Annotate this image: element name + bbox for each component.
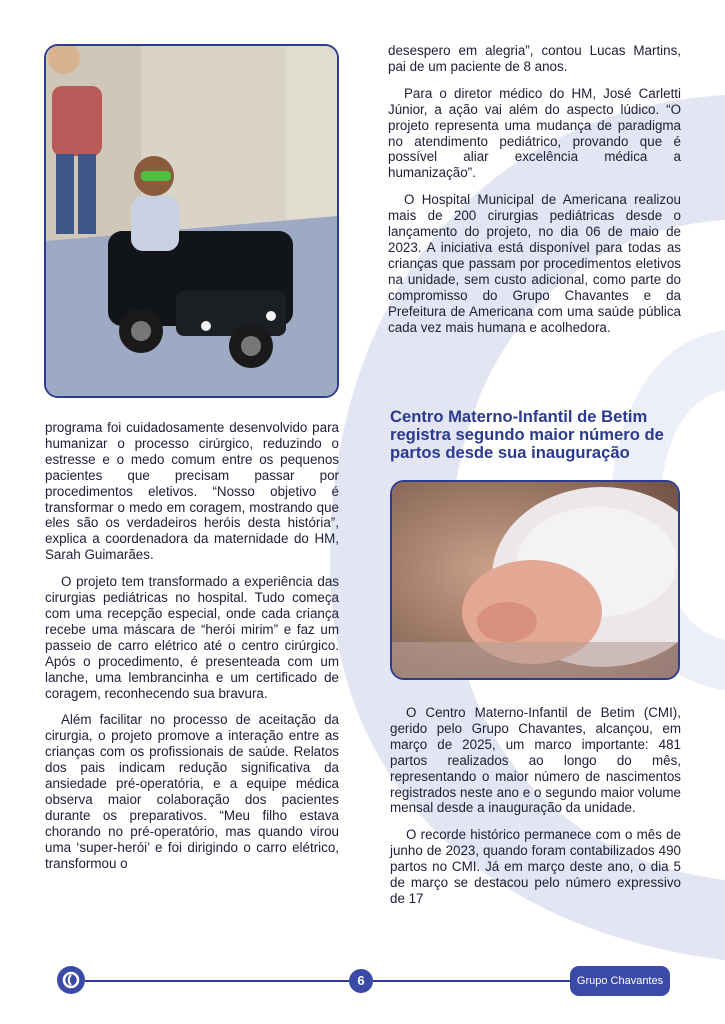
paragraph-interaction: Além facilitar no processo de aceitação da cirurgia, o projeto promove a interação entre as crianças com os profissionais de saúde. Relatos dos pais indicam redução significativa da ansiedade pré-operatória, e a equipe médica observa maior colaboração dos pacientes durante os preparativos. “Meu filho estava chorando no pré-operatório, mas quando virou uma ‘super-herói’ e foi dirigindo o carro elétrico, transformou o	[45, 712, 339, 871]
page-number: 6	[349, 969, 373, 993]
photo-child-electric-car	[44, 44, 339, 398]
paragraph-cmi-milestone: O Centro Materno-Infantil de Betim (CMI), gerido pelo Grupo Chavantes, alcançou, em março de 2025, um marco importante: 481 partos realizados ao longo do mês, representando o maior número de nascimentos registrados neste ano e o segundo maior volume mensal desde a inauguração da unidade.	[390, 705, 681, 816]
footer-rule-left	[85, 980, 349, 982]
paragraph-hospital-stats: O Hospital Municipal de Americana realizou mais de 200 cirurgias pediátricas desde o lançamento do projeto, no dia 06 de maio de 2023. A iniciativa está disponível para todas as crianças que passam por procedimentos eletivos na unidade, sem custo adicional, como parte do compromisso do Grupo Chavantes e da Prefeitura de Americana com uma saúde pública cada vez mais humana e acolhedora.	[388, 192, 681, 335]
paragraph-experience: O projeto tem transformado a experiência das cirurgias pediátricas no hospital. Tudo começa com uma recepção especial, onde cada criança recebe uma máscara de “herói mirim” e faz um passeio de carro elétrico até o centro cirúrgico. Após o procedimento, é presenteada com um lanche, uma lembrancinha e um certificado de coragem, reconhecendo sua bravura.	[45, 574, 339, 701]
photo-newborn-baby	[390, 480, 680, 680]
paragraph-quote-end: desespero em alegria”, contou Lucas Martins, pai de um paciente de 8 anos.	[388, 43, 681, 74]
brand-logo-icon	[57, 966, 85, 994]
right-column-top	[388, 43, 681, 346]
article-headline-betim: Centro Materno-Infantil de Betim registra segundo maior número de partos desde sua inauguração	[390, 407, 664, 462]
paragraph-director: Para o diretor médico do HM, José Carletti Júnior, a ação vai além do aspecto lúdico. “O projeto representa uma mudança de paradigma no atendimento pediátrico, provando que é possível aliar excelência médica a humanização”.	[388, 85, 681, 181]
left-column	[45, 420, 339, 882]
footer-rule-right	[373, 980, 570, 982]
paragraph-record: O recorde histórico permanece com o mês de junho de 2023, quando foram contabilizados 490 partos no CMI. Já em março deste ano, o dia 5 de março se destacou pelo número expressivo de 17	[390, 827, 681, 906]
article2-body	[390, 705, 681, 918]
paragraph-program: programa foi cuidadosamente desenvolvido para humanizar o processo cirúrgico, reduzindo o estresse e o medo comum entre os pequenos pacientes que precisam passar por procedimentos eletivos. “Nosso objetivo é transformar o medo em coragem, mostrando que eles são os verdadeiros heróis desta história”, explica a coordenadora da maternidade do HM, Sarah Guimarães.	[45, 420, 339, 563]
brand-name-badge: Grupo Chavantes	[570, 966, 670, 996]
